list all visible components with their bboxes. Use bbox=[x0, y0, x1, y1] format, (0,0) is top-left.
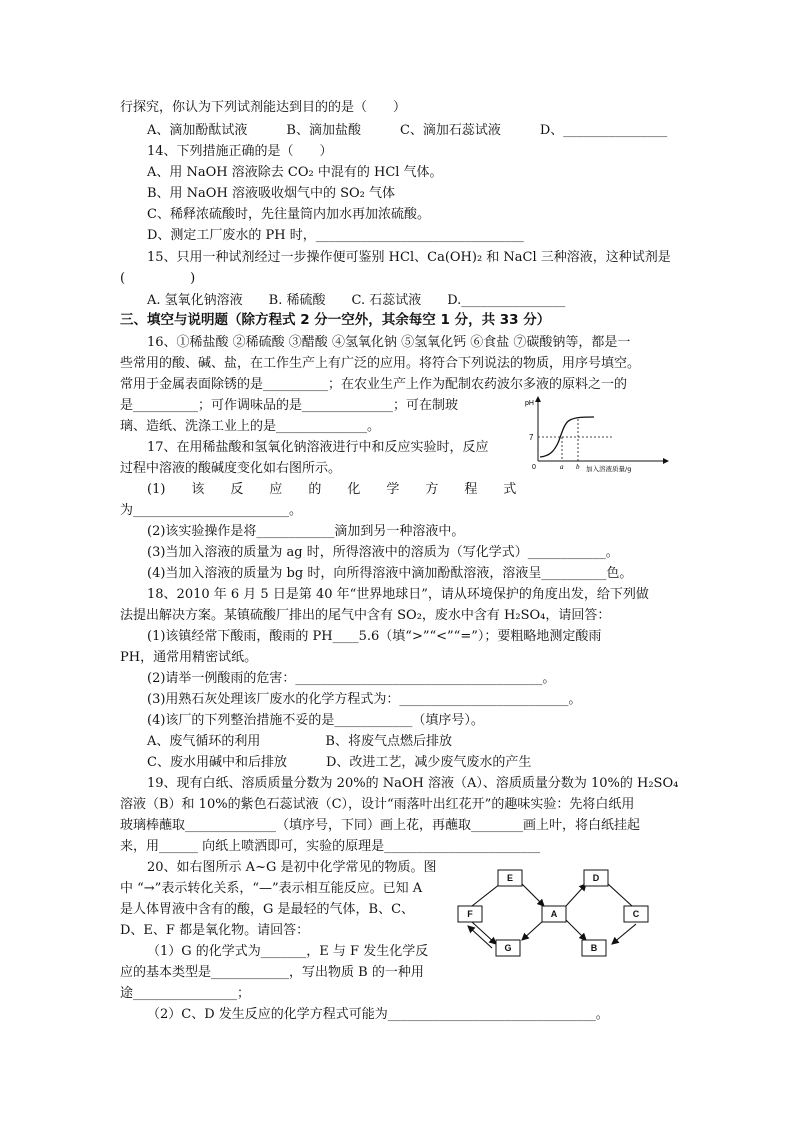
node-f: F bbox=[467, 909, 473, 919]
line-19: 为________________________。 bbox=[120, 503, 303, 518]
line-35: 来，用______ 向纸上喷洒即可，实验的原理是________________________ bbox=[120, 839, 541, 854]
edge-e-a bbox=[522, 884, 544, 906]
line-0: 行探究，你认为下列试剂能达到目的的是（ ） bbox=[120, 100, 407, 115]
line-39: D、E、F 都是氧化物。请回答： bbox=[120, 923, 310, 938]
line-5: C、稀释浓硫酸时，先往量筒内加水再加浓硫酸。 bbox=[147, 207, 430, 222]
line-11: 16、①稀盐酸 ②稀硫酸 ③醋酸 ④氢氧化钠 ⑤氢氧化钙 ⑥食盐 ⑦碳酸钠等，都是一 bbox=[147, 335, 631, 350]
line-21: (3)当加入溶液的质量为 ag 时，所得溶液中的溶质为（写化学式）____________。 bbox=[147, 545, 619, 560]
edge-a-d bbox=[566, 884, 586, 906]
line-29: (4)该厂的下列整治措施不妥的是____________（填序号）。 bbox=[147, 713, 484, 728]
line-31: C、废水用碱中和后排放 D、改进工艺，减少废气废水的产生 bbox=[147, 755, 532, 770]
line-15: 璃、造纸、洗涤工业上的是______________。 bbox=[120, 419, 381, 434]
line-38: 是人体胃液中含有的酸，G 是最轻的气体，B、C、 bbox=[120, 902, 415, 917]
line-42: 途________________； bbox=[120, 986, 251, 1001]
line-33: 溶液（B）和 10%的紫色石蕊试液（C），设计“雨落叶出红花开”的趣味实验：先将白纸用 bbox=[120, 797, 635, 812]
ph-y-mark: 7 bbox=[529, 433, 534, 442]
edge-c-b bbox=[612, 924, 636, 944]
section-heading: 三、填空与说明题（除方程式 2 分一空外，其余每空 1 分，共 33 分） bbox=[120, 312, 551, 328]
line-22: (4)当加入溶液的质量为 bg 时，向所得溶液中滴加酚酞溶液，溶液呈__________色。 bbox=[147, 566, 633, 581]
line-23: 18、2010 年 6 月 5 日是第 40 年“世界地球日”，请从环境保护的角度出发，给下列做 bbox=[147, 587, 649, 602]
line-27: (2)请举一例酸雨的危害：______________________________________。 bbox=[147, 671, 556, 686]
line-6: D、测定工厂废水的 PH 时，________________________________ bbox=[147, 228, 524, 243]
relation-network bbox=[456, 860, 674, 972]
line-3: A、用 NaOH 溶液除去 CO₂ 中混有的 HCl 气体。 bbox=[147, 165, 443, 180]
ph-x-mark-a: a bbox=[560, 463, 564, 471]
line-24: 法提出解决方案。某镇硫酸厂排出的尾气中含有 SO₂，废水中含有 H₂SO₄，请回答： bbox=[120, 608, 611, 623]
line-30: A、废气循环的利用 B、将废气点燃后排放 bbox=[147, 734, 452, 749]
node-c: C bbox=[632, 909, 640, 919]
node-a: A bbox=[550, 909, 558, 919]
line-41: 应的基本类型是____________，写出物质 B 的一种用 bbox=[120, 965, 424, 980]
line-8: ( ) bbox=[120, 271, 196, 286]
line-12: 些常用的酸、碱、盐，在工作生产上有广泛的应用。将符合下列说法的物质，用序号填空。 bbox=[120, 356, 641, 371]
line-36: 20、如右图所示 A~G 是初中化学常见的物质。图 bbox=[147, 860, 437, 875]
line-2: 14、下列措施正确的是（ ） bbox=[147, 144, 333, 159]
line-9: A. 氢氧化钠溶液 B. 稀硫酸 C. 石蕊试液 D.________________ bbox=[147, 293, 566, 308]
line-26: PH，通常用精密试纸。 bbox=[120, 650, 258, 665]
node-e: E bbox=[506, 873, 514, 883]
line-4: B、用 NaOH 溶液吸收烟气中的 SO₂ 气体 bbox=[147, 186, 395, 201]
line-25: (1)该镇经常下酸雨，酸雨的 PH____5.6（填“>”“<”“=”）；要粗略地测定酸雨 bbox=[147, 629, 602, 644]
node-d: D bbox=[592, 873, 600, 883]
line-16: 17、在用稀盐酸和氢氧化钠溶液进行中和反应实验时，反应 bbox=[147, 440, 489, 455]
ph-x-label: 加入溶液质量/g bbox=[586, 465, 632, 473]
line-40: （1）G 的化学式为_______，E 与 F 发生化学反 bbox=[147, 944, 429, 959]
line-34: 玻璃棒蘸取______________（填序号，下同）画上花，再蘸取________画上叶，将白纸挂起 bbox=[120, 818, 641, 833]
line-1: A、滴加酚酞试液 B、滴加盐酸 C、滴加石蕊试液 D、________________ bbox=[147, 123, 668, 138]
line-13: 常用于金属表面除锈的是__________；在农业生产上作为配制农药波尔多液的原料之一的 bbox=[120, 377, 628, 392]
line-14: 是__________；可作调味品的是______________；可在制玻 bbox=[120, 398, 459, 413]
line-7: 15、只用一种试剂经过一步操作便可鉴别 HCl、Ca(OH)₂ 和 NaCl 三种溶液，这种试剂是 bbox=[147, 250, 671, 265]
edge-a-g bbox=[522, 920, 544, 940]
line-28: (3)用熟石灰处理该厂废水的化学方程式为：__________________________。 bbox=[147, 692, 582, 707]
edge-d-c bbox=[608, 884, 632, 906]
line-43: （2）C、D 发生反应的化学方程式可能为________________________________。 bbox=[147, 1007, 609, 1022]
line-17: 过程中溶液的酸碱度变化如右图所示。 bbox=[120, 461, 342, 476]
ph-curve-figure bbox=[522, 393, 672, 473]
line-32: 19、现有白纸、溶质质量分数为 20%的 NaOH 溶液（A）、溶质质量分数为 10%的 H₂SO₄ bbox=[147, 776, 679, 791]
node-g: G bbox=[504, 943, 512, 953]
ph-origin: 0 bbox=[532, 464, 536, 471]
ph-y-label: pH bbox=[525, 400, 534, 407]
line-37: 中 “→”表示转化关系，“—”表示相互能反应。已知 A bbox=[120, 881, 423, 896]
line-18: (1) 该 反 应 的 化 学 方 程 式 bbox=[147, 482, 517, 497]
edge-a-b bbox=[566, 920, 586, 940]
ph-x-mark-b: b bbox=[576, 463, 580, 471]
node-b: B bbox=[590, 943, 598, 953]
line-20: (2)该实验操作是将____________滴加到另一种溶液中。 bbox=[147, 524, 465, 539]
edge-f-e bbox=[472, 884, 500, 906]
